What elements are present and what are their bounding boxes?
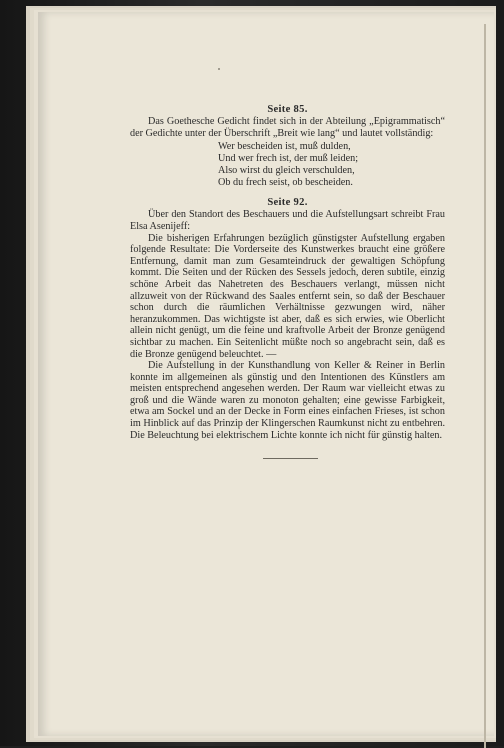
paragraph: Die bisherigen Erfahrungen bezüglich günstigster Aufstellung ergaben folgende Resultate: Die Vorderseite des Kunstwerkes braucht eine größere Entfernung, damit man zum Gesamteindruck der gewaltigen Schöpfung kommt. Die Seiten und der Rücken des Sessels jedoch, deren subtile, einzig schöne Arbeit das Nahetreten des Beschauers verlangt, müssen nicht allzuweit von der Rückwand des Saales entfernt sein, so daß der Beschauer schon durch die räumlichen Verhältnisse gezwungen wird, näher heranzukommen. Das wichtigste ist aber, daß es sich erwies, wie Oberlicht allein nicht genügt, um die feine und kraftvolle Arbeit der Bronze genügend sichtbar zu machen. Ein Seitenlicht müßte noch so angebracht sein, daß es die Bronze genügend beleuchtet. — xyxy=(130,232,445,360)
page-edge xyxy=(484,24,486,748)
paragraph: Das Goethesche Gedicht findet sich in der Abteilung „Epigrammatisch“ der Gedichte unter der Überschrift „Breit wie lang“ und lautet vollständig: xyxy=(130,116,445,139)
paragraph: Über den Standort des Beschauers und die Aufstellungsart schreibt Frau Elsa Asenijeff: xyxy=(130,209,445,232)
spacer xyxy=(130,188,445,196)
page-text xyxy=(130,103,445,441)
section-heading: Seite 92. xyxy=(267,197,308,209)
poem-line: Also wirst du gleich verschulden, xyxy=(218,164,355,176)
poem-line: Ob du frech seist, ob bescheiden. xyxy=(218,176,353,188)
poem xyxy=(218,141,445,188)
poem-line: Wer bescheiden ist, muß dulden, xyxy=(218,141,351,153)
paper-speck xyxy=(218,68,220,70)
end-rule xyxy=(263,458,318,459)
section-heading: Seite 85. xyxy=(267,104,308,115)
poem-line: Und wer frech ist, der muß leiden; xyxy=(218,152,359,164)
paragraph: Die Aufstellung in der Kunsthandlung von Keller & Reiner in Berlin konnte im allgemeinen als günstig und den Intentionen des Künstlers am meisten entsprechend angesehen werden. Der Raum war vielleicht etwas zu groß und die Wände waren zu monoton gehalten; eine gewisse Farbigkeit, etwa am Sockel und an der Decke in Form eines einfachen Frieses, ist schon im Hinblick auf das Prinzip der Klingerschen Raumkunst nicht zu entbehren. Die Beleuchtung bei elektrischem Lichte konnte ich nicht für günstig halten. xyxy=(130,360,445,441)
